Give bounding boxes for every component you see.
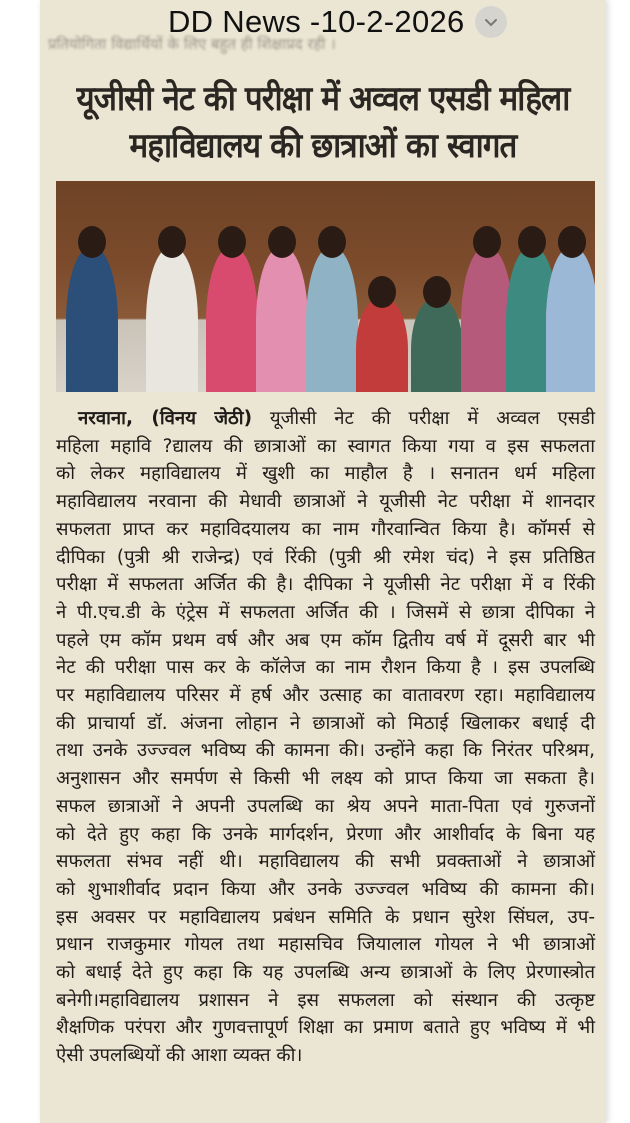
person-head [268, 226, 296, 258]
person-head [78, 226, 106, 258]
person-figure [411, 298, 463, 392]
person-figure [546, 248, 595, 392]
person-figure [256, 248, 308, 392]
article-line: सफलता संभव नहीं थी। महाविद्यालय की सभी प्रवक्ताओं ने छात्राओं [56, 851, 595, 873]
person-head [218, 226, 246, 258]
article-line: नेट की परीक्षा पास कर के कॉलेज का नाम रौशन किया है । इस उपलब्धि [56, 657, 595, 679]
article-line: बनेगी।महाविद्यालय प्रशासन ने इस सफलला को संस्थान की उत्कृष्ट [56, 989, 595, 1011]
article-line: शैक्षणिक परंपरा और गुणवत्तापूर्ण शिक्षा का प्रमाण बताते हुए भविष्य में भी [56, 1017, 595, 1039]
person-head [368, 276, 396, 308]
person-head [158, 226, 186, 258]
article-line: को देते हुए कहा कि उनके मार्गदर्शन, प्रेरणा और आशीर्वाद के बिना यह [56, 823, 595, 845]
headline-line-2: महाविद्यालय की छात्राओं का स्वागत [129, 126, 517, 166]
chevron-down-icon[interactable] [475, 6, 507, 38]
article-line: परीक्षा में सफलता अर्जित की है। दीपिका ने यूजीसी नेट परीक्षा में व रिंकी [56, 574, 595, 596]
article-line: दीपिका (पुत्री श्री राजेन्द्र) एवं रिंकी (पुत्री श्री रमेश चंद) ने इस प्रतिष्ठित [56, 546, 595, 568]
article-line: महाविद्यालय नरवाना की मेधावी छात्राओं ने यूजीसी नेट परीक्षा में शानदार [56, 491, 595, 513]
article-line: की प्राचार्या डॉ. अंजना लोहान ने छात्राओं को मिठाई खिलाकर बधाई दी [56, 712, 595, 734]
dateline: नरवाना, (विनय जेठी) [78, 408, 253, 429]
group-photo [56, 181, 595, 392]
article-line: को बधाई देते हुए कहा कि यह उपलब्धि अन्य छात्राओं के लिए प्रेरणास्त्रोत [56, 962, 595, 984]
person-head [473, 226, 501, 258]
article-line: तथा उनके उज्ज्वल भविष्य की कामना की। उन्होंने कहा कि निरंतर परिश्रम, [56, 740, 595, 762]
person-head [423, 276, 451, 308]
headline-line-1: यूजीसी नेट की परीक्षा में अव्वल एसडी महिला [76, 79, 570, 119]
article-line-text: यूजीसी नेट की परीक्षा में अव्वल एसडी [252, 408, 595, 429]
article-line: को लेकर महाविद्यालय में खुशी का माहौल है । सनातन धर्म महिला [56, 463, 595, 485]
person-head [558, 226, 586, 258]
article-line: ऐसी उपलब्धियों की आशा व्यक्त की। [56, 1045, 303, 1067]
article-body [56, 405, 595, 1070]
article-line: को शुभाशीर्वाद प्रदान किया और उनके उज्ज्वल भविष्य की कामना की। [56, 878, 595, 900]
person-head [318, 226, 346, 258]
article-line: इस अवसर पर महाविद्यालय प्रबंधन समिति के प्रधान सुरेश सिंघल, उप- [56, 906, 595, 928]
document-title: DD News -10-2-2026 [168, 4, 465, 39]
article-line: अनुशासन और समर्पण से किसी भी लक्ष्य को प्राप्त किया जा सकता है। [56, 768, 595, 790]
article-line: सफलता प्राप्त कर महाविदयालय का नाम गौरवान्वित किया है। कॉमर्स से [56, 518, 595, 540]
person-figure [356, 298, 408, 392]
article-line: पर महाविद्यालय परिसर में हर्ष और उत्साह का वातावरण रहा। महाविद्यालय [56, 685, 595, 707]
article-line: प्रधान राजकुमार गोयल तथा महासचिव जियालाल गोयल ने भी छात्राओं [56, 934, 595, 956]
person-figure [306, 248, 358, 392]
person-figure [146, 248, 198, 392]
article-line: पहले एम कॉम प्रथम वर्ष और अब एम कॉम द्वितीय वर्ष में दूसरी बार भी [56, 629, 595, 651]
article-line: सफल छात्राओं ने अपनी उपलब्धि का श्रेय अपने माता-पिता एवं गुरुजनों [56, 795, 595, 817]
article-line: ने पी.एच.डी के एंट्रेस में सफलता अर्जित की । जिसमें से छात्रा दीपिका ने [56, 601, 595, 623]
article-line [56, 405, 595, 433]
person-head [518, 226, 546, 258]
person-figure [66, 248, 118, 392]
person-figure [206, 248, 258, 392]
title-bar[interactable] [168, 2, 507, 42]
previous-article-tail: प्रतियोगिता विद्यार्थियों के लिए बहुत ही शिक्षाप्रद रही । [48, 35, 336, 53]
article-line: महिला महावि ?द्यालय की छात्राओं का स्वागत किया गया व इस सफलता [56, 435, 595, 457]
